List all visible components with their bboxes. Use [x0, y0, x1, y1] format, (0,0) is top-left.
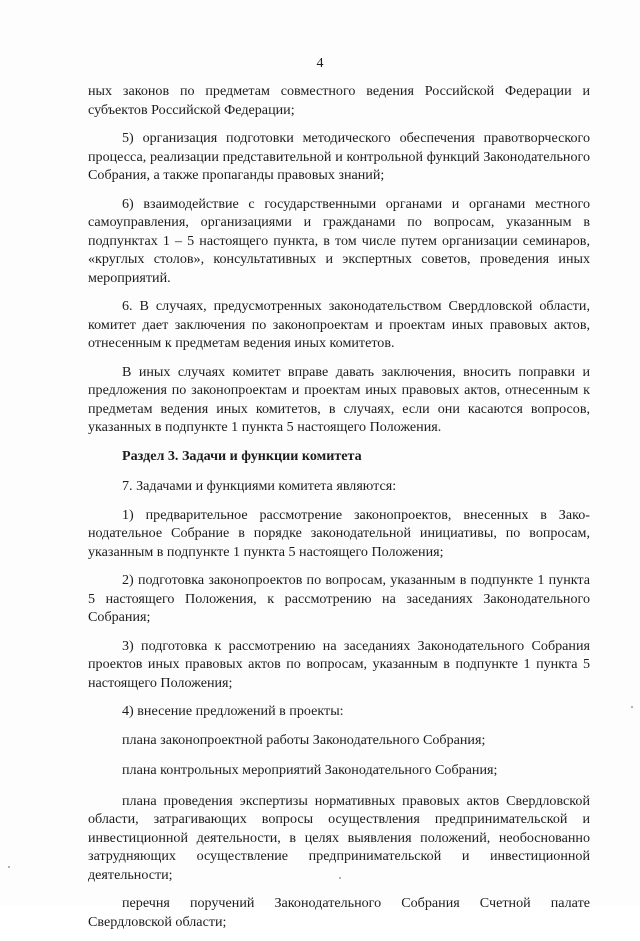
scan-speck [8, 866, 10, 868]
scan-speck [339, 877, 341, 879]
document-body [88, 82, 590, 941]
paragraph-plan-control: плана контрольных мероприятий Законодательного Собрания; [122, 762, 498, 778]
paragraph-task-1: 1) предварительное рассмотрение законопроектов, внесенных в Законодательное Собрание в порядке законодательной инициативы, по вопросам, указанным в подпункте 1 пункта 5 настоящего Положения; [88, 506, 590, 560]
paragraph-point-7: 7. Задачами и функциями комитета являются: [122, 478, 397, 494]
paragraph-chamber-orders: перечня поручений Законодательного Собрания Счетной палате Свердловской области; [88, 895, 590, 930]
paragraph-plan-expertise: плана проведения экспертизы нормативных правовых актов Свердловской области, затрагивающих вопросы осуществления предпринимательской и инвестиционной деятельности, в целях выявления положений, необоснованно затрудняющих осуществление предпринимательской и инвестиционной деятельности; [88, 792, 590, 883]
section-3-heading: Раздел 3. Задачи и функции комитета [122, 447, 362, 464]
paragraph-continuation: ных законов по предметам совместного ведения Российской Федерации и субъектов Российской Федерации; [88, 83, 590, 118]
paragraph-other-cases: В иных случаях комитет вправе давать заключения, вносить поправки и предложения по законопроектам и проектам иных правовых актов, отнесенным к предметам ведения иных комитетов, в случаях, если они касаются вопросов, указанных в подпункте 1 пункта 5 настоящего Положения. [88, 363, 590, 435]
paragraph-task-3: 3) подготовка к рассмотрению на заседаниях Законодательного Собрания проектов иных правовых актов по вопросам, указанным в подпункте 1 пункта 5 настоящего Положения; [88, 637, 590, 691]
paragraph-plan-lawmaking: плана законопроектной работы Законодательного Собрания; [122, 731, 486, 748]
paragraph-point-6: 6. В случаях, предусмотренных законодательством Свердловской области, комитет дает заключения по законопроектам и проектам иных правовых актов, отнесенным к предметам ведения иных комитетов. [88, 298, 590, 351]
paragraph-task-2: 2) подготовка законопроектов по вопросам, указанным в подпункте 1 пункта 5 настоящего Положения, к рассмотрению на заседаниях Законодательного Собрания; [88, 572, 590, 625]
paragraph-item-6: 6) взаимодействие с государственными органами и органами местного самоуправления, организациями и гражданами по вопросам, указанным в подпунктах 1 – 5 настоящего пункта, в том числе путем организации семинаров, «круглых столов», консультативных и экспертных советов, проведения иных мероприятий. [88, 195, 590, 286]
scan-speck [631, 706, 633, 708]
paragraph-task-4: 4) внесение предложений в проекты: [122, 703, 344, 719]
paragraph-item-5: 5) организация подготовки методического обеспечения правотворческого процесса, реализации представительной и контрольной функций Законодательного Собрания, а также пропаганды правовых знаний; [88, 130, 590, 183]
page-number: 4 [316, 56, 324, 71]
